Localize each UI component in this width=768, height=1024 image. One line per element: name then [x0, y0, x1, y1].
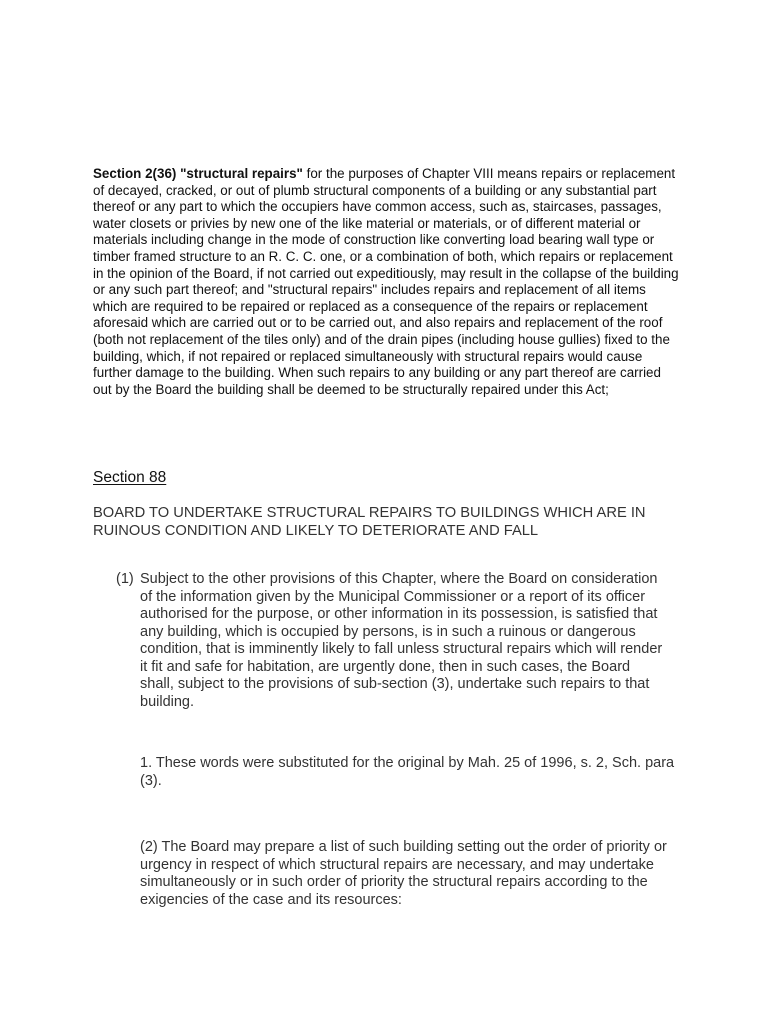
clause-1-text: Subject to the other provisions of this Chapter, where the Board on consideration of the information given by the Municipal Commissioner or a report of its officer authorised for the purpose, or other information in its possession, is satisfied that any building, which is occupied by persons, is in such a ruinous or dangerous condition, that is imminently likely to fall unless structural repairs which will render it fit and safe for habitation, are urgently done, then in such cases, the Board shall, subject to the provisions of sub-section (3), undertake such repairs to that building. — [140, 571, 663, 710]
section-title: BOARD TO UNDERTAKE STRUCTURAL REPAIRS TO BUILDINGS WHICH ARE IN RUINOUS CONDITION AND LIKELY TO DETERIORATE AND FALL — [93, 505, 646, 539]
footnote: 1. These words were substituted for the original by Mah. 25 of 1996, s. 2, Sch. para (3). — [140, 755, 675, 789]
definition-lead: Section 2(36) "structural repairs" — [93, 166, 303, 181]
clause-2: (2) The Board may prepare a list of such building setting out the order of priority or urgency in respect of which structural repairs are necessary, and may undertake simultaneously or in such order of priority the structural repairs according to the exigencies of the case and its resources: — [140, 839, 667, 908]
clause-1 — [116, 571, 676, 711]
definition-paragraph — [93, 166, 683, 398]
section-heading: Section 88 — [93, 469, 167, 486]
clause-1-number: (1) — [116, 571, 134, 587]
definition-text: for the purposes of Chapter VIII means repairs or replacement of decayed, cracked, or out of plumb structural components of a building or any substantial part thereof or any part to which the occupiers have common access, such as, staircases, passages, water closets or privies by new one of the like material or materials, or of different material or materials including change in the mode of construction like converting load bearing wall type or timber framed structure to an R. C. C. one, or a combination of both, which repairs or replacement in the opinion of the Board, if not carried out expeditiously, may result in the collapse of the building or any such part thereof; and "structural repairs" includes repairs and replacement of all items which are required to be repaired or replaced as a consequence of the repairs or replacement aforesaid which are carried out or to be carried out, and also repairs and replacement of the roof (both not replacement of the tiles only) and of the drain pipes (including house gullies) fixed to the building, which, if not repaired or replaced simultaneously with structural repairs would cause further damage to the building. When such repairs to any building or any part thereof are carried out by the Board the building shall be deemed to be structurally repaired under this Act; — [93, 166, 679, 397]
